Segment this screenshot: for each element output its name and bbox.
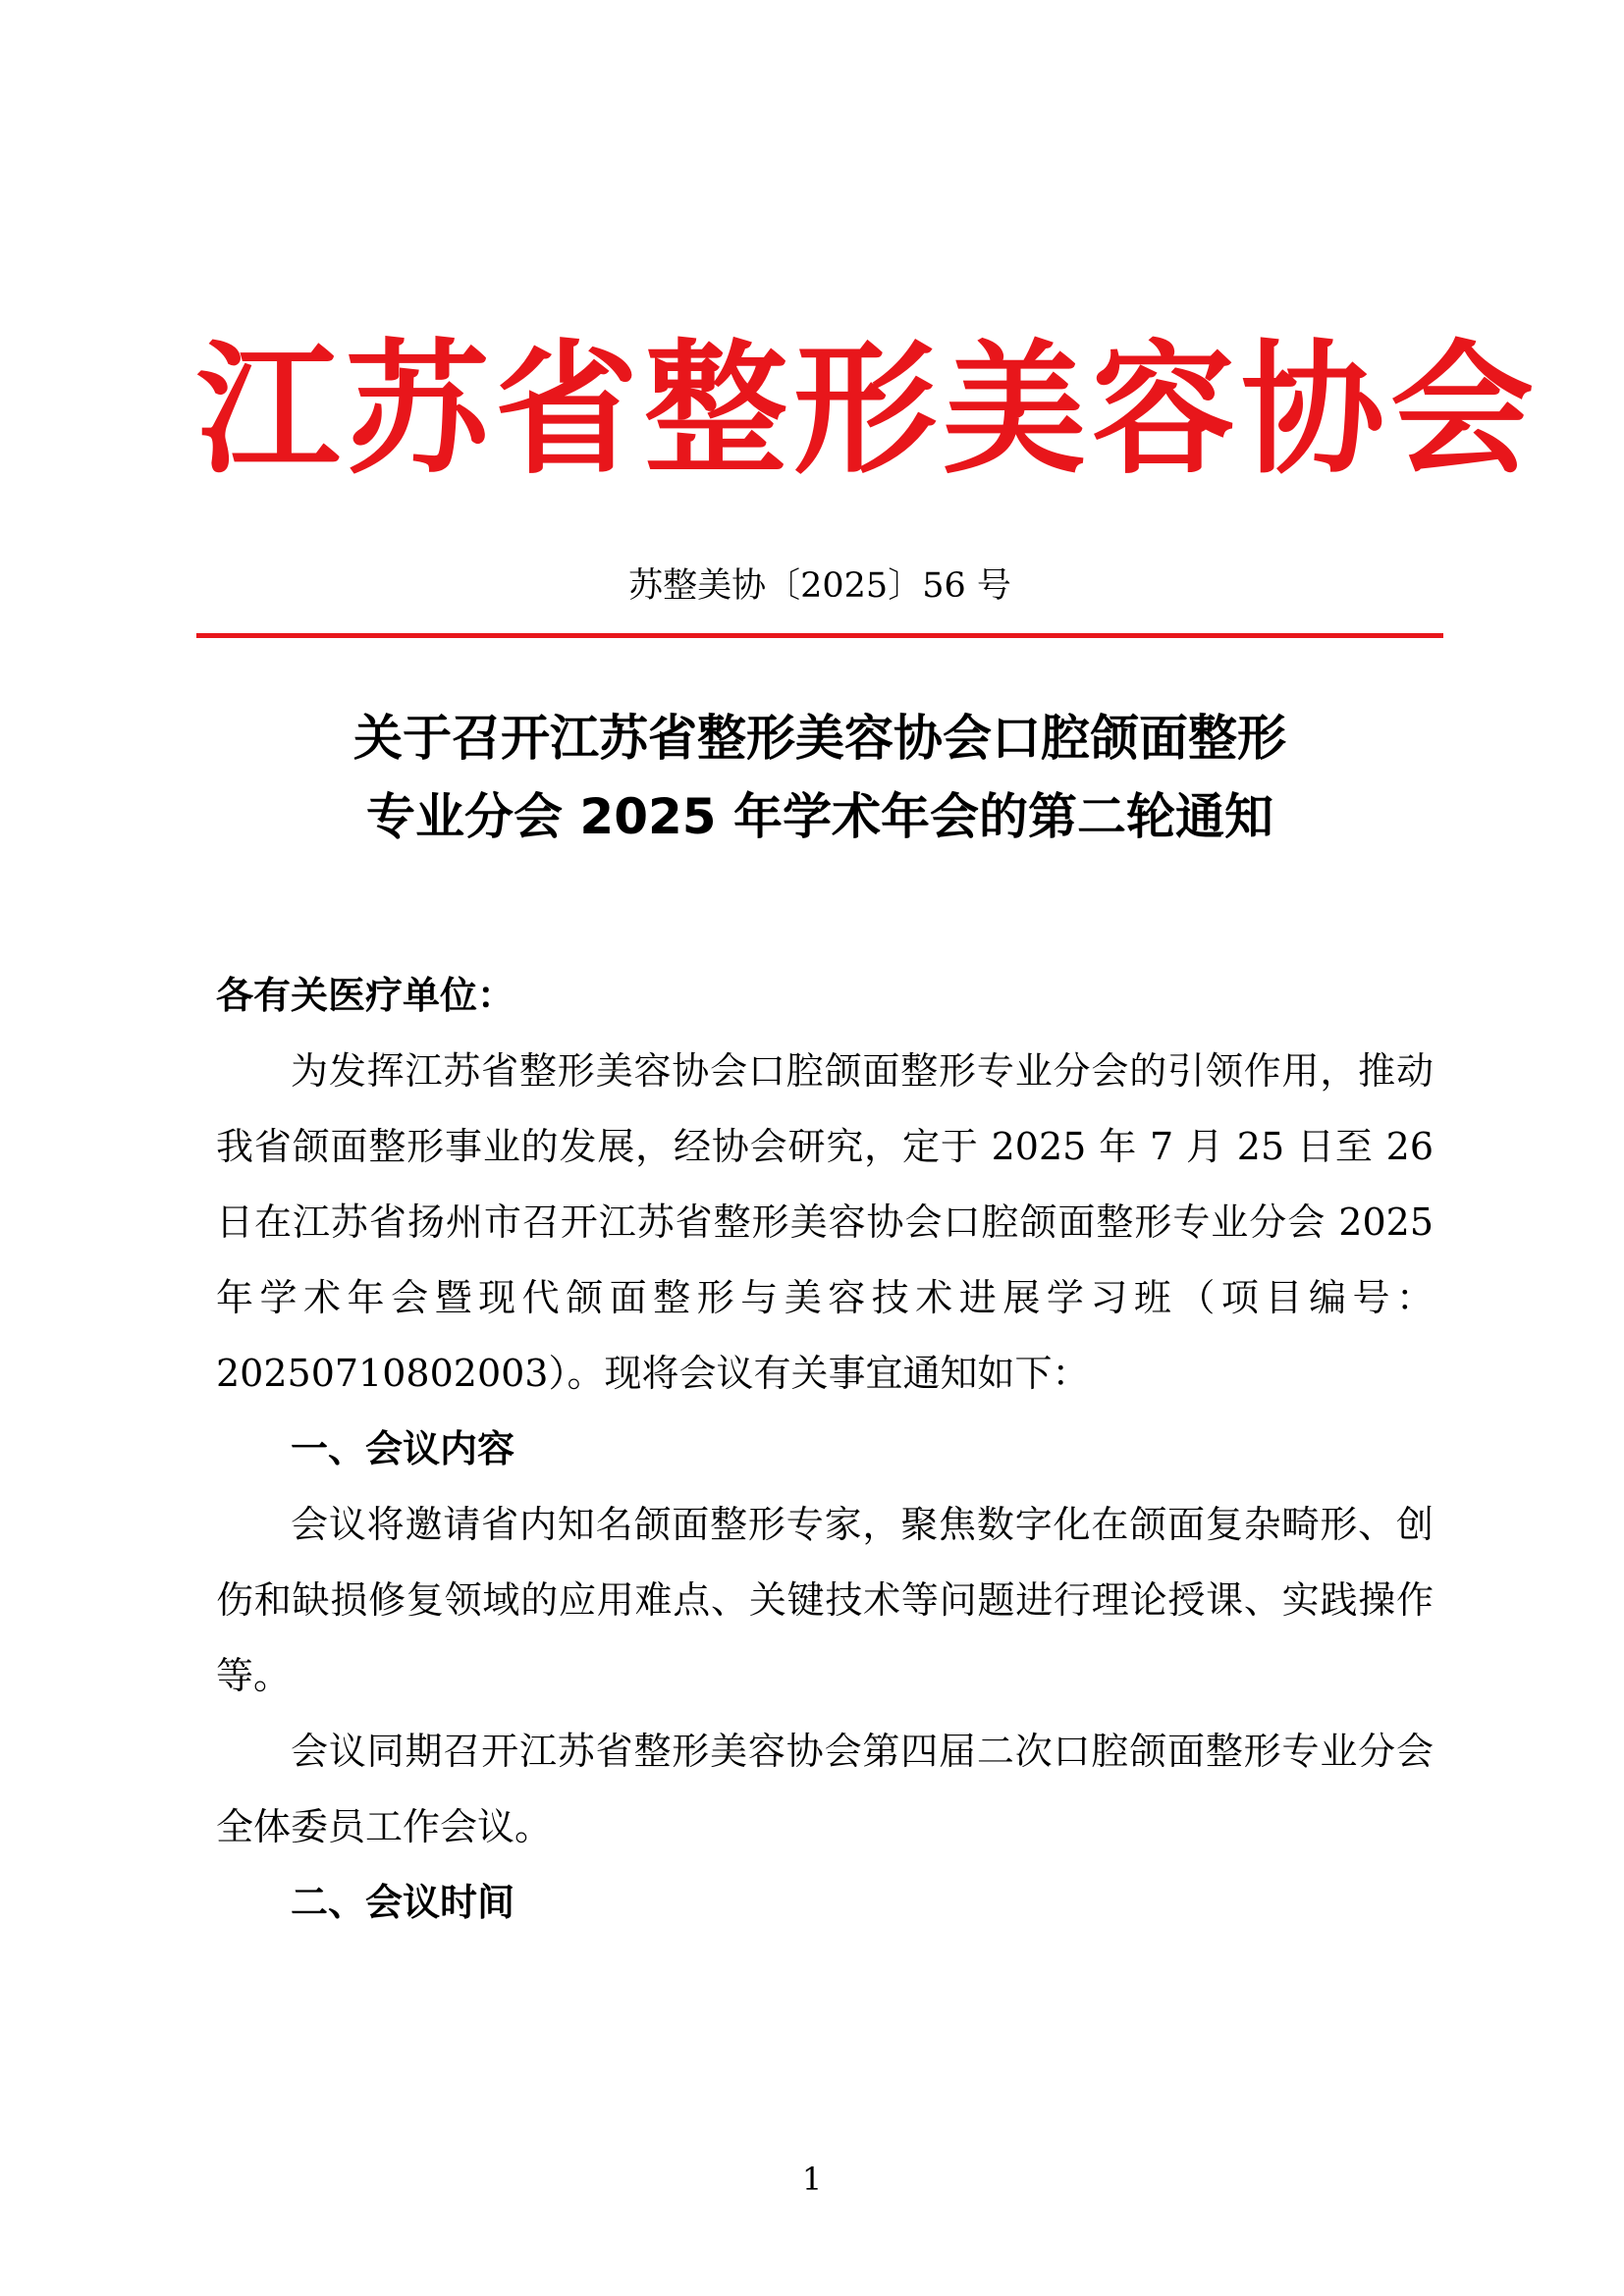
- document-title: [196, 699, 1443, 856]
- title-line-2: 专业分会 2025 年学术年会的第二轮通知: [366, 788, 1273, 845]
- organization-header: 江苏省整形美容协会: [196, 327, 1540, 494]
- red-divider: [196, 633, 1443, 638]
- section-1-paragraph-1: 会议将邀请省内知名颌面整形专家，聚焦数字化在颌面复杂畸形、创伤和缺损修复领域的应用难点、关键技术等问题进行理论授课、实践操作等。: [216, 1503, 1434, 1697]
- section-heading-1: 一、会议内容: [291, 1427, 515, 1470]
- section-1-paragraph-2: 会议同期召开江苏省整形美容协会第四届二次口腔颌面整形专业分会全体委员工作会议。: [216, 1730, 1434, 1848]
- document-number: 苏整美协〔2025〕56 号: [628, 566, 1011, 606]
- title-line-1: 关于召开江苏省整形美容协会口腔颌面整形: [353, 710, 1286, 767]
- section-heading-2: 二、会议时间: [291, 1881, 515, 1924]
- document-body: [216, 958, 1434, 1941]
- intro-paragraph: 为发挥江苏省整形美容协会口腔颌面整形专业分会的引领作用，推动我省颌面整形事业的发展，经协会研究，定于 2025 年 7 月 25 日至 26 日在江苏省扬州市召开江苏省整形美容协会口腔颌面整形专业分会 2025 年学术年会暨现代颌面整形与美容技术进展学习班（项目编号：20250710802003）。现将会议有关事宜通知如下：: [216, 1049, 1434, 1395]
- salutation: 各有关医疗单位：: [216, 974, 515, 1017]
- page-number: 1: [801, 2161, 823, 2198]
